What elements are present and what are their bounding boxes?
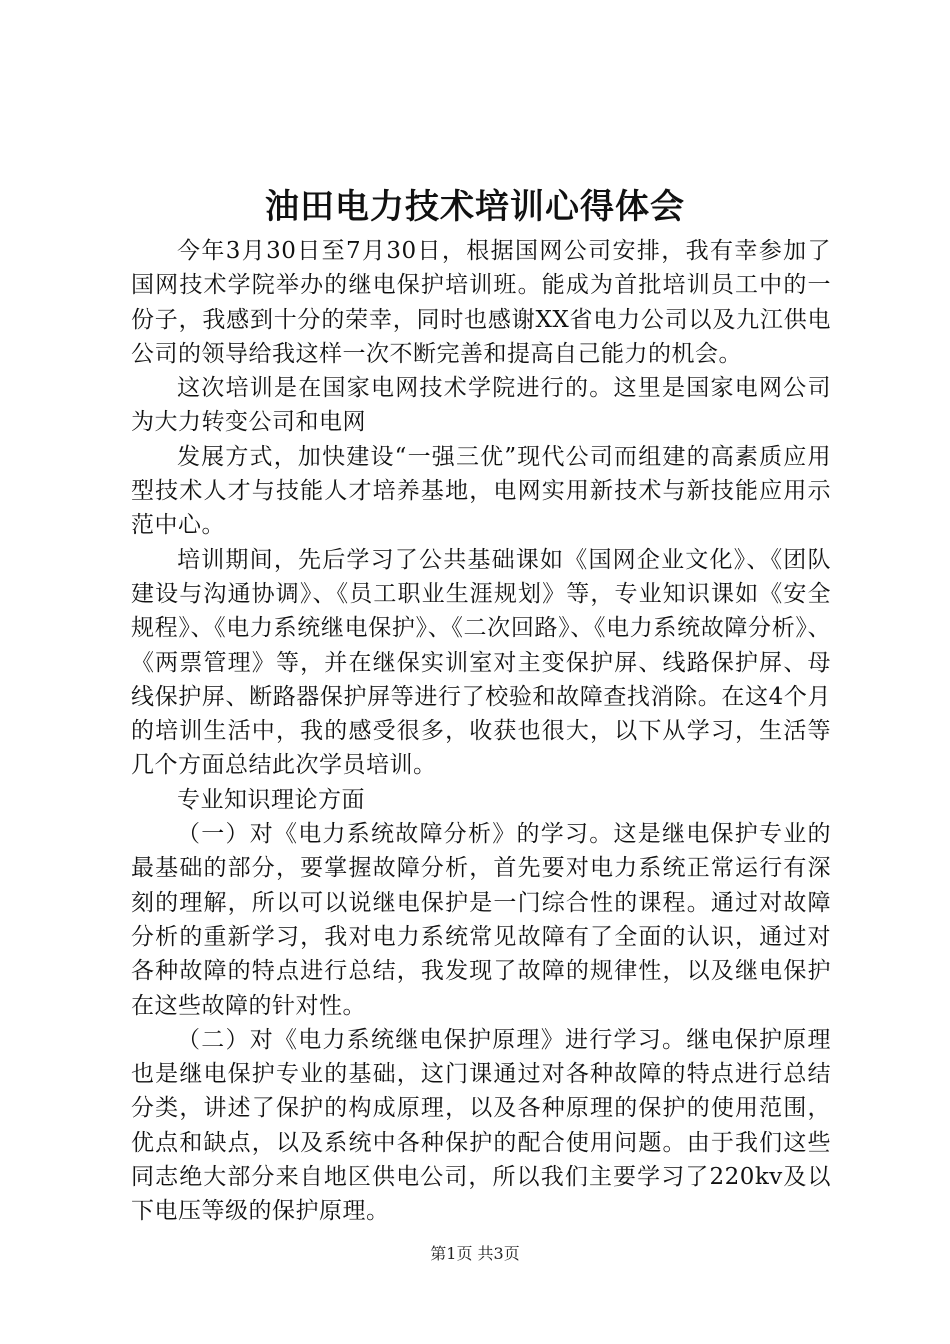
paragraph-relay-protection: （二）对《电力系统继电保护原理》进行学习。继电保护原理也是继电保护专业的基础，这门课通过对各种故障的特点进行总结分类，讲述了保护的构成原理，以及各种原理的保护的使用范围，优点和缺点，以及系统中各种保护的配合使用问题。由于我们这些同志绝大部分来自地区供电公司，所以我们主要学习了220kv及以下电压等级的保护原理。 (131, 1026, 831, 1225)
document-body (131, 234, 831, 1229)
document-title: 油田电力技术培训心得体会 (265, 187, 685, 227)
paragraph-development-mode: 发展方式，加快建设“一强三优”现代公司而组建的高素质应用型技术人才与技能人才培养基地，电网实用新技术与新技能应用示范中心。 (131, 443, 831, 539)
page-number-footer: 第1页 共3页 (430, 1244, 520, 1263)
section-heading-professional-knowledge: 专业知识理论方面 (177, 786, 365, 813)
paragraph-training-location: 这次培训是在国家电网技术学院进行的。这里是国家电网公司为大力转变公司和电网 (131, 375, 831, 436)
paragraph-fault-analysis: （一）对《电力系统故障分析》的学习。这是继电保护专业的最基础的部分，要掌握故障分析，首先要对电力系统正常运行有深刻的理解，所以可以说继电保护是一门综合性的课程。通过对故障分析的重新学习，我对电力系统常见故障有了全面的认识，通过对各种故障的特点进行总结，我发现了故障的规律性，以及继电保护在这些故障的针对性。 (131, 821, 831, 1019)
paragraph-training-period: 培训期间，先后学习了公共基础课如《国网企业文化》、《团队建设与沟通协调》、《员工职业生涯规划》等，专业知识课如《安全规程》、《电力系统继电保护》、《二次回路》、《电力系统故障分析》、《两票管理》等，并在继保实训室对主变保护屏、线路保护屏、母线保护屏、断路器保护屏等进行了校验和故障查找消除。在这4个月的培训生活中，我的感受很多，收获也很大，以下从学习，生活等几个方面总结此次学员培训。 (131, 546, 831, 779)
paragraph-intro: 今年3月30日至7月30日，根据国网公司安排，我有幸参加了国网技术学院举办的继电保护培训班。能成为首批培训员工中的一份子，我感到十分的荣幸，同时也感谢XX省电力公司以及九江供电公司的领导给我这样一次不断完善和提高自己能力的机会。 (131, 238, 831, 367)
